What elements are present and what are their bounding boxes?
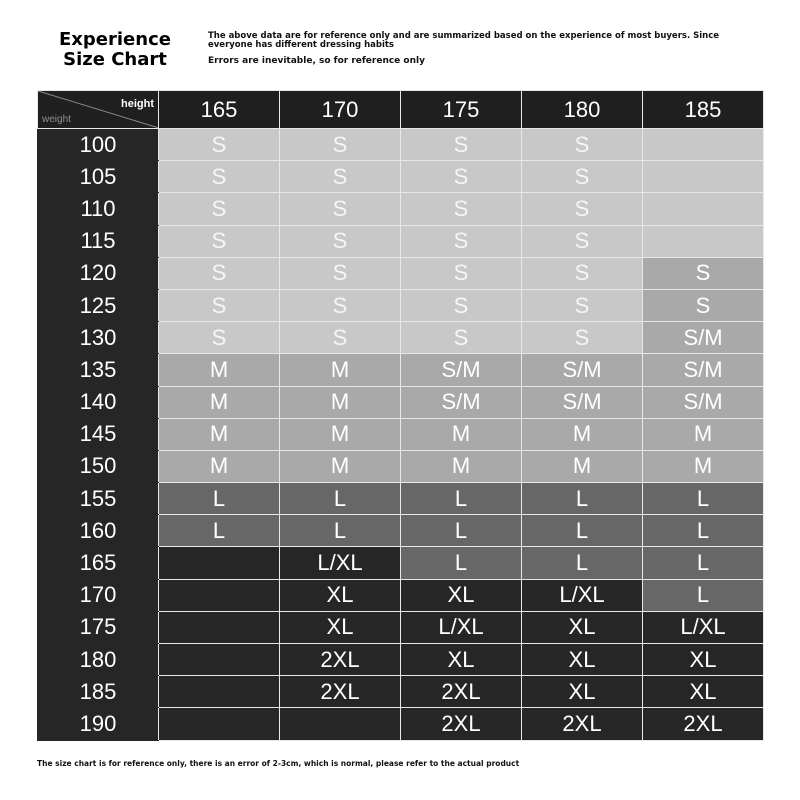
- size-cell: S: [159, 225, 280, 257]
- table-row: [38, 644, 764, 676]
- table-row: [38, 225, 764, 257]
- size-cell: [159, 676, 280, 708]
- size-cell: M: [280, 386, 401, 418]
- weight-cell: 175: [38, 611, 159, 643]
- height-axis-label: height: [121, 98, 154, 110]
- size-cell: L: [401, 483, 522, 515]
- size-cell: L: [280, 483, 401, 515]
- size-cell: S: [280, 129, 401, 161]
- size-cell: S: [522, 161, 643, 193]
- weight-cell: 190: [38, 708, 159, 740]
- table-row: [38, 547, 764, 579]
- size-cell: 2XL: [401, 676, 522, 708]
- size-cell: M: [159, 354, 280, 386]
- weight-cell: 135: [38, 354, 159, 386]
- size-cell: [643, 129, 764, 161]
- height-header-cell: 175: [401, 91, 522, 129]
- size-cell: 2XL: [280, 676, 401, 708]
- weight-cell: 180: [38, 644, 159, 676]
- table-row: [38, 193, 764, 225]
- table-row: [38, 418, 764, 450]
- size-table: [37, 90, 764, 741]
- table-row: [38, 708, 764, 740]
- size-cell: L: [159, 515, 280, 547]
- size-cell: S/M: [522, 386, 643, 418]
- size-cell: XL: [643, 676, 764, 708]
- table-row: [38, 161, 764, 193]
- reference-note: The above data are for reference only and are summarized based on the experience of most buyers. Since everyone has different dressing habits: [208, 31, 720, 50]
- weight-cell: 115: [38, 225, 159, 257]
- weight-cell: 110: [38, 193, 159, 225]
- table-row: [38, 289, 764, 321]
- size-cell: M: [401, 418, 522, 450]
- table-row: [38, 483, 764, 515]
- size-cell: L: [280, 515, 401, 547]
- size-cell: S: [159, 257, 280, 289]
- size-cell: S: [401, 225, 522, 257]
- table-row: [38, 676, 764, 708]
- height-header-row: [38, 91, 764, 129]
- size-cell: S: [159, 322, 280, 354]
- size-cell: S: [280, 322, 401, 354]
- weight-cell: 150: [38, 450, 159, 482]
- size-cell: [159, 611, 280, 643]
- size-cell: S/M: [643, 386, 764, 418]
- size-cell: L: [643, 547, 764, 579]
- size-cell: [159, 547, 280, 579]
- size-cell: L: [522, 547, 643, 579]
- size-cell: L: [159, 483, 280, 515]
- weight-cell: 125: [38, 289, 159, 321]
- size-cell: XL: [280, 611, 401, 643]
- size-cell: L: [522, 515, 643, 547]
- size-cell: XL: [522, 611, 643, 643]
- size-cell: S/M: [643, 322, 764, 354]
- size-cell: XL: [280, 579, 401, 611]
- size-cell: S: [522, 289, 643, 321]
- size-cell: S: [159, 193, 280, 225]
- size-cell: S: [401, 257, 522, 289]
- size-cell: S: [280, 289, 401, 321]
- size-cell: 2XL: [522, 708, 643, 740]
- size-cell: M: [159, 386, 280, 418]
- size-cell: S: [643, 257, 764, 289]
- size-cell: M: [401, 450, 522, 482]
- corner-cell: [38, 91, 159, 129]
- size-cell: [643, 161, 764, 193]
- size-cell: L: [643, 579, 764, 611]
- weight-cell: 100: [38, 129, 159, 161]
- weight-cell: 130: [38, 322, 159, 354]
- size-cell: S: [522, 257, 643, 289]
- size-cell: S: [522, 129, 643, 161]
- size-cell: M: [159, 418, 280, 450]
- size-cell: [159, 644, 280, 676]
- size-cell: [159, 708, 280, 740]
- size-cell: S: [159, 289, 280, 321]
- size-cell: S: [522, 193, 643, 225]
- weight-cell: 185: [38, 676, 159, 708]
- size-cell: S: [280, 257, 401, 289]
- size-cell: S: [401, 322, 522, 354]
- size-cell: L/XL: [643, 611, 764, 643]
- weight-cell: 170: [38, 579, 159, 611]
- weight-cell: 155: [38, 483, 159, 515]
- table-row: [38, 386, 764, 418]
- size-cell: M: [522, 450, 643, 482]
- size-cell: L: [522, 483, 643, 515]
- table-row: [38, 129, 764, 161]
- height-header-cell: 170: [280, 91, 401, 129]
- weight-cell: 120: [38, 257, 159, 289]
- size-cell: S: [401, 193, 522, 225]
- table-row: [38, 354, 764, 386]
- size-cell: M: [280, 354, 401, 386]
- size-cell: 2XL: [401, 708, 522, 740]
- size-cell: L/XL: [401, 611, 522, 643]
- size-cell: L: [401, 547, 522, 579]
- size-cell: S: [159, 161, 280, 193]
- weight-cell: 160: [38, 515, 159, 547]
- size-cell: S: [159, 129, 280, 161]
- size-cell: L/XL: [522, 579, 643, 611]
- error-note: Errors are inevitable, so for reference only: [208, 56, 425, 66]
- table-row: [38, 257, 764, 289]
- size-cell: S: [401, 289, 522, 321]
- table-row: [38, 611, 764, 643]
- footer-note: The size chart is for reference only, there is an error of 2-3cm, which is normal, please refer to the actual product: [37, 759, 520, 768]
- height-header-cell: 165: [159, 91, 280, 129]
- size-cell: [280, 708, 401, 740]
- size-cell: S: [280, 225, 401, 257]
- height-header-cell: 180: [522, 91, 643, 129]
- size-cell: S: [280, 193, 401, 225]
- weight-axis-label: weight: [42, 114, 71, 125]
- size-cell: S: [280, 161, 401, 193]
- size-cell: S: [522, 322, 643, 354]
- table-row: [38, 450, 764, 482]
- size-cell: L/XL: [280, 547, 401, 579]
- size-cell: L: [643, 483, 764, 515]
- size-cell: L: [643, 515, 764, 547]
- size-cell: S: [643, 289, 764, 321]
- size-cell: 2XL: [643, 708, 764, 740]
- height-header-cell: 185: [643, 91, 764, 129]
- size-cell: S: [401, 129, 522, 161]
- size-cell: XL: [643, 644, 764, 676]
- size-cell: XL: [401, 644, 522, 676]
- size-cell: [643, 225, 764, 257]
- size-cell: [159, 579, 280, 611]
- size-cell: M: [522, 418, 643, 450]
- size-cell: M: [159, 450, 280, 482]
- size-cell: M: [643, 418, 764, 450]
- size-cell: M: [280, 418, 401, 450]
- weight-cell: 145: [38, 418, 159, 450]
- chart-title: Experience Size Chart: [59, 29, 171, 70]
- size-cell: XL: [401, 579, 522, 611]
- size-cell: S: [522, 225, 643, 257]
- table-row: [38, 322, 764, 354]
- size-cell: XL: [522, 644, 643, 676]
- table-row: [38, 579, 764, 611]
- size-cell: S/M: [401, 354, 522, 386]
- weight-cell: 140: [38, 386, 159, 418]
- size-cell: S/M: [401, 386, 522, 418]
- weight-cell: 105: [38, 161, 159, 193]
- table-row: [38, 515, 764, 547]
- size-cell: M: [643, 450, 764, 482]
- weight-cell: 165: [38, 547, 159, 579]
- size-cell: XL: [522, 676, 643, 708]
- size-cell: [643, 193, 764, 225]
- size-cell: M: [280, 450, 401, 482]
- size-cell: S/M: [522, 354, 643, 386]
- size-cell: L: [401, 515, 522, 547]
- size-cell: 2XL: [280, 644, 401, 676]
- size-cell: S/M: [643, 354, 764, 386]
- size-cell: S: [401, 161, 522, 193]
